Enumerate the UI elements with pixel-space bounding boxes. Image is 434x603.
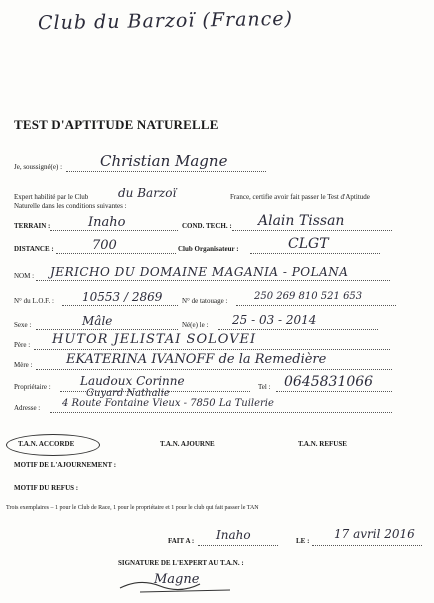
tel-value: 0645831066 [284, 374, 374, 390]
fait-a-label: FAIT A : [168, 537, 195, 545]
proprietaire-label: Propriétaire : [14, 383, 51, 391]
proprietaire-value-1: Laudoux Corinne [80, 374, 185, 388]
le-value: 17 avril 2016 [334, 527, 415, 541]
je-soussigne-value: Christian Magne [100, 152, 228, 170]
adresse-value: 4 Route Fontaine Vieux - 7850 La Tuilerie [62, 398, 274, 409]
expert-text-1: Expert habilité par le Club [14, 193, 89, 201]
expert-club-value: du Barzoï [118, 186, 177, 200]
expert-text-3: Naturelle dans les conditions suivantes : [14, 202, 127, 210]
lof-label: N° du L.O.F. : [14, 297, 54, 305]
pere-label: Père : [14, 341, 31, 349]
adresse-label: Adresse : [14, 404, 41, 412]
pere-value: HUTOR JELISTAI SOLOVEI [52, 332, 257, 347]
club-organisateur-label: Club Organisateur : [178, 245, 239, 253]
tel-label: Tel : [258, 383, 271, 391]
sexe-value: Mâle [82, 314, 113, 328]
expert-signature [110, 570, 300, 598]
mere-label: Mère : [14, 361, 33, 369]
motif-ajournement: MOTIF DE L'AJOURNEMENT : [14, 461, 117, 469]
proprietaire-value-2: Guyard Nathalie [86, 388, 170, 399]
ne-le-value: 25 - 03 - 2014 [232, 313, 317, 327]
distance-label: DISTANCE : [14, 245, 54, 253]
je-soussigne-label: Je, soussigné(e) : [14, 163, 63, 171]
motif-refus: MOTIF DU REFUS : [14, 484, 79, 492]
trois-exemplaires-note: Trois exemplaires – 1 pour le Club de Race, 1 pour le propriétaire et 1 pour le club qui fait passer le TAN [6, 505, 259, 511]
sexe-label: Sexe : [14, 321, 32, 329]
tatouage-value: 250 269 810 521 653 [254, 291, 363, 302]
le-label: LE : [296, 537, 310, 545]
tan-refuse: T.A.N. REFUSE [298, 440, 347, 448]
nom-value: JERICHO DU DOMAINE MAGANIA - POLANA [50, 265, 349, 279]
distance-value: 700 [92, 238, 117, 253]
cond-tech-value: Alain Tissan [258, 213, 345, 229]
header-handwritten: Club du Barzoï (France) [37, 7, 294, 35]
page-title: TEST D'APTITUDE NATURELLE [14, 117, 219, 132]
club-organisateur-value: CLGT [288, 236, 329, 252]
tan-ajourne: T.A.N. AJOURNE [160, 440, 215, 448]
terrain-value: Inaho [88, 215, 126, 230]
fait-a-value: Inaho [216, 528, 251, 542]
tatouage-label: N° de tatouage : [182, 297, 228, 305]
expert-text-2: France, certifie avoir fait passer le Test d'Aptitude [230, 193, 370, 201]
ne-le-label: Né(e) le : [182, 321, 209, 329]
tan-accorde: T.A.N. ACCORDE [18, 440, 75, 448]
terrain-label: TERRAIN : [14, 222, 51, 230]
cond-tech-label: COND. TECH. : [182, 222, 232, 230]
lof-value: 10553 / 2869 [82, 290, 163, 304]
signature-label: SIGNATURE DE L'EXPERT AU T.A.N. : [118, 559, 244, 567]
nom-label: NOM : [14, 272, 35, 280]
signature-value: Magne [154, 572, 200, 587]
mere-value: EKATERINA IVANOFF de la Remedière [66, 352, 327, 367]
